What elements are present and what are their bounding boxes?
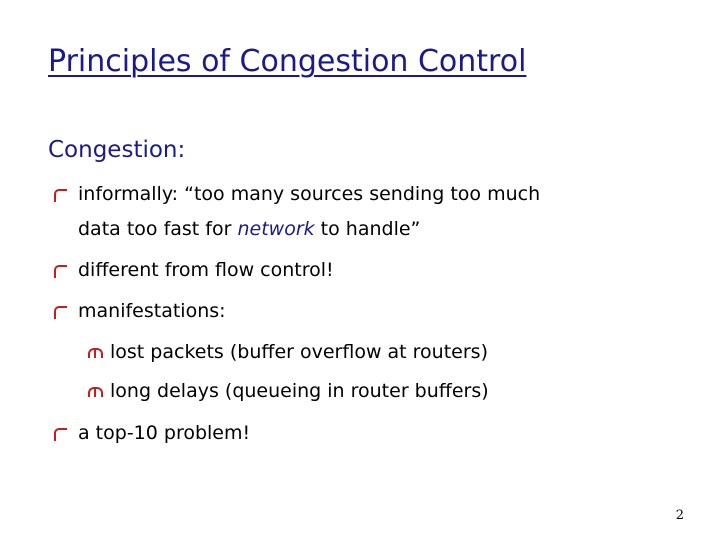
section-heading: Congestion: — [48, 137, 186, 163]
bullet-marker-icon — [54, 265, 67, 278]
bullet-marker-icon — [54, 189, 67, 202]
bullet-text: manifestations: — [78, 300, 226, 322]
sub-bullet-text: lost packets (buffer overflow at routers) — [110, 341, 488, 363]
bullet-text-post: to handle” — [314, 218, 421, 240]
sub-bullet-marker-icon — [88, 348, 103, 358]
bullet-text: informally: “too many sources sending too much — [78, 183, 541, 205]
bullet-marker-icon — [54, 306, 67, 319]
sub-bullet-marker-icon — [88, 387, 103, 397]
bullet-text: different from flow control! — [78, 259, 334, 281]
sub-bullet-text: long delays (queueing in router buffers) — [110, 380, 489, 402]
bullet-text: a top-10 problem! — [78, 422, 251, 444]
page-number: 2 — [675, 508, 684, 523]
slide-title: Principles of Congestion Control — [48, 44, 527, 79]
bullet-marker-icon — [54, 428, 67, 441]
bullet-text-pre: data too fast for — [78, 218, 238, 240]
emphasis-network: network — [237, 218, 315, 240]
